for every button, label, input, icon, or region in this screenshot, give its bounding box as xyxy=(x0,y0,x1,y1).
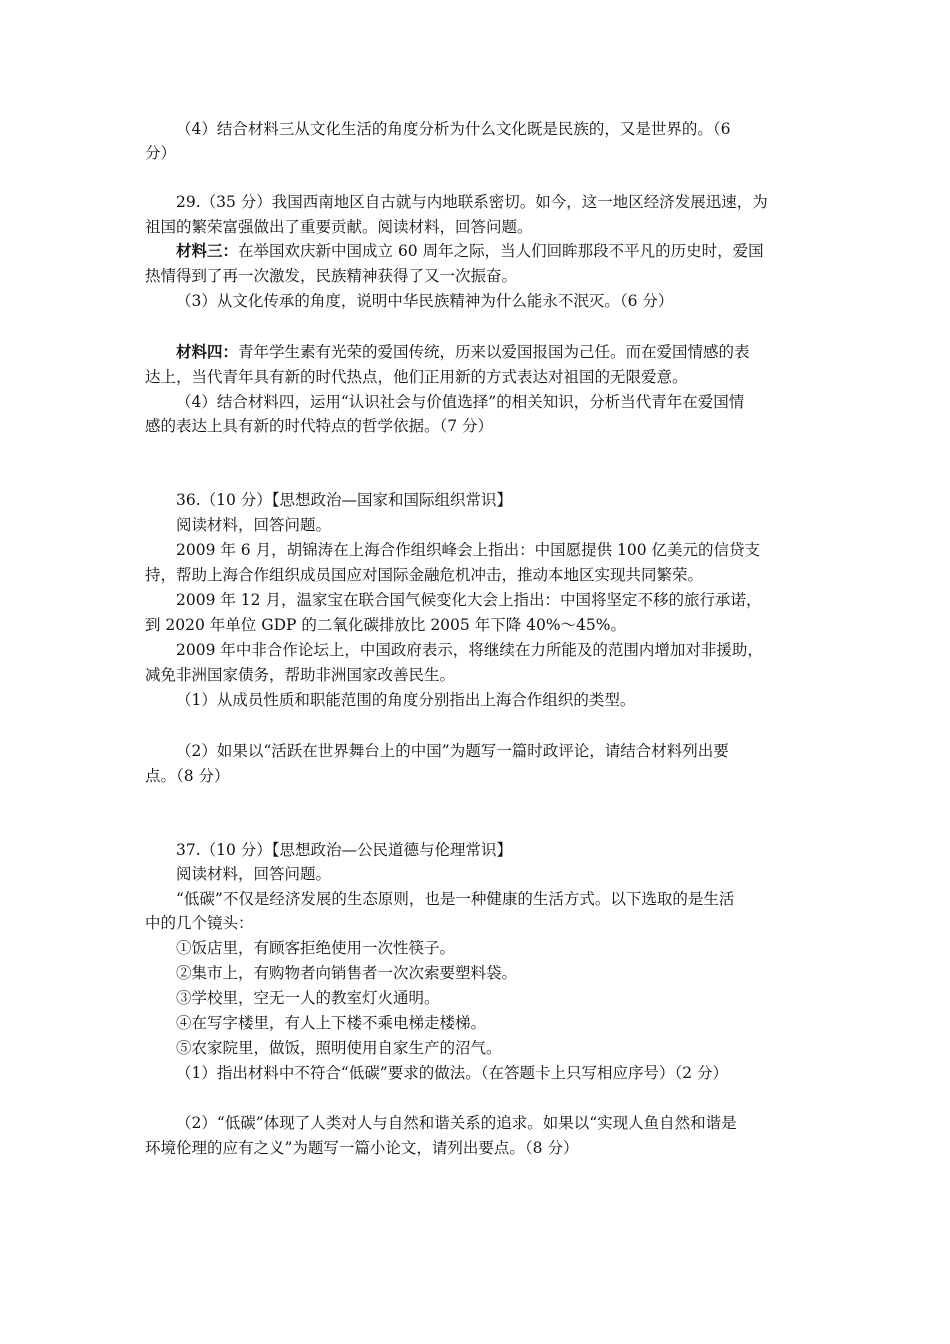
q37-intro-line1: “低碳”不仅是经济发展的生态原则，也是一种健康的生活方式。以下选取的是生活 xyxy=(176,890,735,908)
q29-question4-line2: 感的表达上具有新的时代特点的哲学依据。（7 分） xyxy=(145,417,494,435)
q28-question4-line1: （4）结合材料三从文化生活的角度分析为什么文化既是民族的，又是世界的。（6 xyxy=(176,120,731,138)
material4-text: 青年学生素有光荣的爱国传统，历来以爱国报国为己任。而在爱国情感的表 xyxy=(238,343,750,361)
q29-intro-line2: 祖国的繁荣富强做出了重要贡献。阅读材料，回答问题。 xyxy=(145,218,533,236)
q37-intro-line2: 中的几个镜头： xyxy=(145,914,254,932)
q36-instruction: 阅读材料，回答问题。 xyxy=(176,516,332,534)
q28-question4-line2: 分） xyxy=(145,144,177,162)
q36-para2-line2: 到 2020 年单位 GDP 的二氧化碳排放比 2005 年下降 40%～45%。 xyxy=(145,616,627,634)
q37-item-3: ③学校里，空无一人的教室灯火通明。 xyxy=(176,989,440,1007)
q37-question1: （1）指出材料中不符合“低碳”要求的做法。（在答题卡上只写相应序号）（2 分） xyxy=(176,1064,729,1082)
q37-title: 37.（10 分）【思想政治—公民道德与伦理常识】 xyxy=(176,841,513,859)
q29-question3: （3）从文化传承的角度，说明中华民族精神为什么能永不泯灭。（6 分） xyxy=(176,292,674,310)
q36-para1-line1: 2009 年 6 月，胡锦涛在上海合作组织峰会上指出：中国愿提供 100 亿美元的信贷支 xyxy=(176,541,761,559)
q29-material3-line2: 热情得到了再一次激发，民族精神获得了又一次振奋。 xyxy=(145,267,518,285)
material4-label: 材料四： xyxy=(176,342,239,361)
q37-item-5: ⑤农家院里，做饭，照明使用自家生产的沼气。 xyxy=(176,1039,502,1057)
q36-question2-line1: （2）如果以“活跃在世界舞台上的中国”为题写一篇时政评论，请结合材料列出要 xyxy=(176,742,729,760)
q29-question4-line1: （4）结合材料四，运用“认识社会与价值选择”的相关知识，分析当代青年在爱国情 xyxy=(176,393,745,411)
q29-intro-line1: 29.（35 分）我国西南地区自古就与内地联系密切。如今，这一地区经济发展迅速，为 xyxy=(176,193,768,211)
material3-text: 在举国欢庆新中国成立 60 周年之际，当人们回眸那段不平凡的历史时，爱国 xyxy=(238,242,764,260)
q37-question2-line1: （2）“低碳”体现了人类对人与自然和谐关系的追求。如果以“实现人鱼自然和谐是 xyxy=(176,1114,737,1132)
q36-para1-line2: 持，帮助上海合作组织成员国应对国际金融危机冲击，推动本地区实现共同繁荣。 xyxy=(145,566,704,584)
q37-item-4: ④在写字楼里，有人上下楼不乘电梯走楼梯。 xyxy=(176,1014,487,1032)
q36-para3-line1: 2009 年中非合作论坛上，中国政府表示，将继续在力所能及的范围内增加对非援助， xyxy=(176,641,763,659)
material3-label: 材料三： xyxy=(176,241,239,260)
q37-instruction: 阅读材料，回答问题。 xyxy=(176,865,332,883)
q29-material4-line1 xyxy=(176,340,841,364)
q37-item-1: ①饭店里，有顾客拒绝使用一次性筷子。 xyxy=(176,939,456,957)
q29-material3-line1 xyxy=(176,239,841,263)
q36-para2-line1: 2009 年 12 月，温家宝在联合国气候变化大会上指出：中国将坚定不移的旅行承诺， xyxy=(176,591,762,609)
q37-question2-line2: 环境伦理的应有之义”为题写一篇小论文，请列出要点。（8 分） xyxy=(145,1139,579,1157)
q36-title: 36.（10 分）【思想政治—国家和国际组织常识】 xyxy=(176,491,513,509)
q37-item-2: ②集市上，有购物者向销售者一次次索要塑料袋。 xyxy=(176,964,518,982)
q29-material4-line2: 达上，当代青年具有新的时代热点，他们正用新的方式表达对祖国的无限爱意。 xyxy=(145,368,688,386)
q36-question1: （1）从成员性质和职能范围的角度分别指出上海合作组织的类型。 xyxy=(176,691,636,709)
q36-para3-line2: 减免非洲国家债务，帮助非洲国家改善民生。 xyxy=(145,666,456,684)
q36-question2-line2: 点。（8 分） xyxy=(145,767,230,785)
